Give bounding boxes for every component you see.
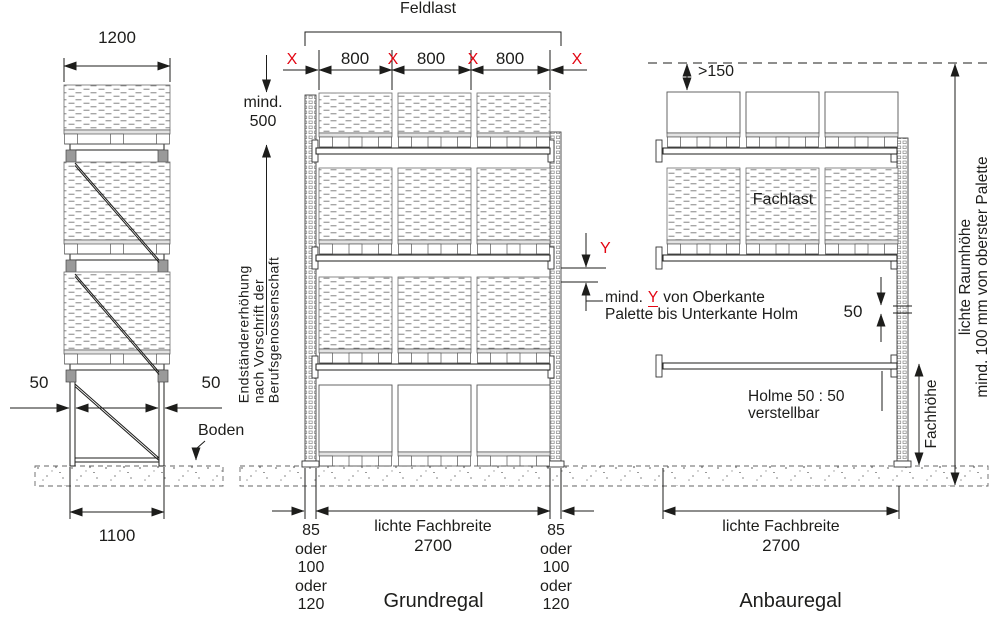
pallet-dim-2: 800 <box>416 49 446 68</box>
beam-note-line2: verstellbar <box>748 405 820 422</box>
room-height-line1: lichte Raumhöhe <box>957 218 974 336</box>
upright-note-line3: Berufsgenossenschaft <box>265 256 282 404</box>
grundregal-clear-width-value: 2700 <box>414 536 452 555</box>
y-note-line1: mind. Y von Oberkante <box>605 289 765 306</box>
upright-width-options-right: 85 oder 100 oder 120 <box>539 522 573 613</box>
pallet-level-3 <box>319 277 550 363</box>
field-load-label: Feldlast <box>399 0 457 17</box>
floor-leader-arrow <box>196 441 205 460</box>
upright-width-options-left: 85 oder 100 oder 120 <box>294 522 328 613</box>
side-view-rack <box>64 85 170 466</box>
grundregal-clear-width-label: lichte Fachbreite <box>374 518 492 535</box>
beam <box>663 148 897 154</box>
beam <box>663 255 897 261</box>
y-note-mark: Y <box>647 289 659 306</box>
upright-note-line1: Endständererhöhung <box>235 265 252 404</box>
side-beam <box>70 364 164 370</box>
beam <box>316 148 550 154</box>
pallet <box>64 162 170 254</box>
anbauregal-upright-right <box>897 138 908 461</box>
beam-pitch-dim: 50 <box>843 302 863 321</box>
side-post-right-dim: 50 <box>201 373 221 392</box>
y-note-line2: Palette bis Unterkante Holm <box>605 306 798 323</box>
bay-height-label: Fachhöhe <box>922 379 940 449</box>
beam <box>316 255 550 261</box>
upright-note <box>237 257 282 404</box>
anbauregal-clear-width-value: 2700 <box>762 536 800 555</box>
gap-mark-x4: X <box>571 51 583 68</box>
gap-mark-x2: X <box>387 51 399 68</box>
min-clearance-line1: mind. <box>243 94 283 111</box>
beam-note-line1: Holme 50 : 50 <box>748 388 845 405</box>
gap-mark-x1: X <box>286 51 298 68</box>
side-beam <box>70 254 164 260</box>
pallet-level-2 <box>667 168 898 254</box>
pallet <box>64 85 170 144</box>
bay-load-label: Fachlast <box>752 191 814 208</box>
pallet <box>64 272 170 364</box>
pallet-level-top <box>667 92 898 147</box>
room-height-label <box>957 156 991 397</box>
floor-strip-main <box>240 466 988 486</box>
floor-label: Boden <box>198 422 245 439</box>
floor-strip-left <box>35 466 223 486</box>
anbauregal-title: Anbauregal <box>739 590 842 612</box>
anbauregal-clear-width-label: lichte Fachbreite <box>722 518 840 535</box>
upright-note-line2: nach Vorschrift der <box>250 278 267 404</box>
min-clearance-line2: 500 <box>249 113 277 130</box>
feldlast-bracket <box>305 32 561 46</box>
grundregal-title: Grundregal <box>383 590 484 612</box>
side-beam <box>70 144 164 150</box>
ceiling-clearance-dim: >150 <box>698 63 735 80</box>
pallet-dim-3: 800 <box>495 49 525 68</box>
y-mark: Y <box>600 240 611 257</box>
side-post-left-dim: 50 <box>29 373 49 392</box>
gap-mark-x3: X <box>467 51 479 68</box>
room-height-line2: mind. 100 mm von oberster Palette <box>974 156 991 398</box>
grundregal-rack <box>302 93 564 467</box>
side-width-top-dim: 1200 <box>98 28 136 47</box>
pallet-level-floor <box>319 385 550 466</box>
pallet-level-top <box>319 93 550 147</box>
beam <box>316 364 550 370</box>
adjustable-beam <box>663 363 897 369</box>
pallet-level-2 <box>319 168 550 254</box>
side-width-bottom-dim: 1100 <box>98 526 136 545</box>
floor-strips <box>35 466 988 486</box>
grundregal-upright-right <box>550 132 561 461</box>
pallet-dim-1: 800 <box>340 49 370 68</box>
